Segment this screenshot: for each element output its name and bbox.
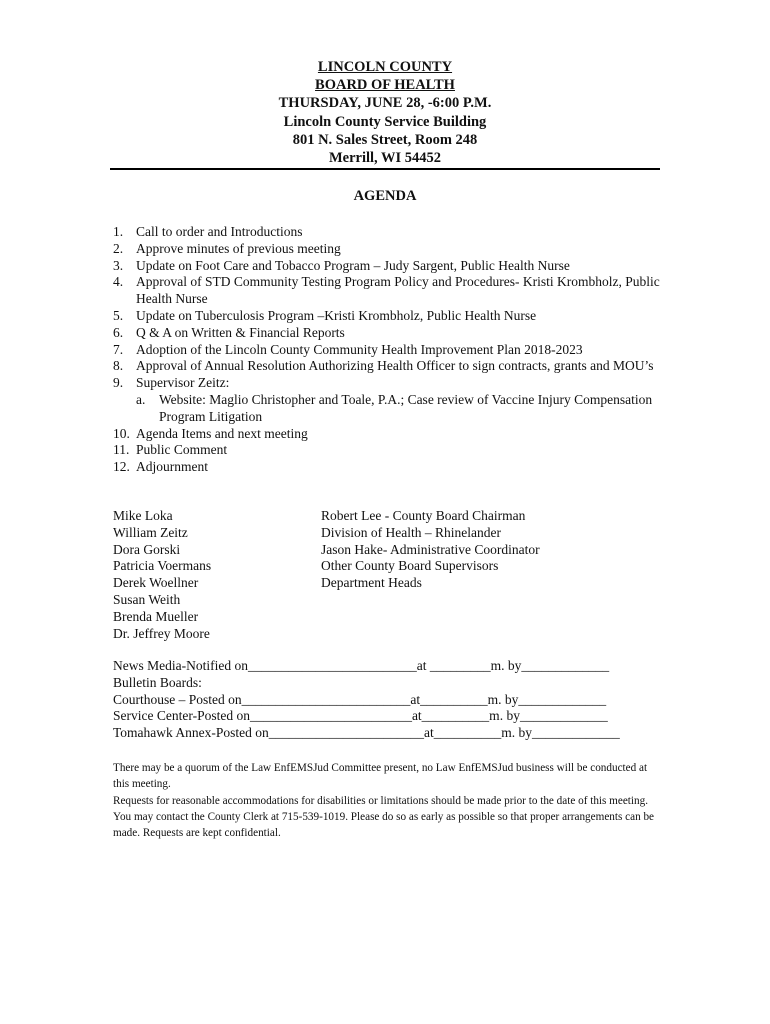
agenda-item-text: Supervisor Zeitz: — [136, 375, 230, 391]
agenda-item — [113, 342, 673, 359]
agenda-item-number: 10. — [113, 425, 130, 441]
notice-line: Bulletin Boards: — [113, 674, 202, 690]
agenda-list — [113, 224, 673, 476]
posting-notices — [113, 658, 620, 742]
agenda-subitem-letter: a. — [136, 391, 146, 407]
invitee-name: Jason Hake- Administrative Coordinator — [321, 541, 540, 557]
agenda-item — [113, 258, 673, 275]
agenda-item-text: Update on Foot Care and Tobacco Program – Judy Sargent, Public Health Nurse — [136, 257, 570, 273]
agenda-item-number: 1. — [113, 224, 124, 239]
member-name: Susan Weith — [113, 591, 181, 607]
accommodation-note: Requests for reasonable accommodations for disabilities or limitations should be made prior to the date of this meeting. You may contact the County Clerk at 715-539-1019. Please do so as early as possible so that proper arrangements can be made. Requests are kept confidential. — [113, 794, 655, 840]
member-name: William Zeitz — [113, 524, 188, 540]
agenda-item-text: Public Comment — [136, 442, 228, 458]
agenda-item-text: Agenda Items and next meeting — [136, 425, 308, 441]
agenda-item — [113, 426, 673, 443]
member-name: Brenda Mueller — [113, 608, 199, 624]
footer-notes — [113, 760, 658, 841]
meeting-address: 801 N. Sales Street, Room 248 — [292, 131, 478, 148]
invitee-name: Robert Lee - County Board Chairman — [321, 508, 526, 523]
agenda-item-text: Update on Tuberculosis Program –Kristi Krombholz, Public Health Nurse — [136, 307, 537, 323]
member-name: Patricia Voermans — [113, 558, 212, 574]
county-name: LINCOLN COUNTY — [317, 59, 453, 75]
agenda-item-number: 9. — [113, 375, 124, 391]
header-divider — [110, 168, 660, 170]
invitee-name: Department Heads — [321, 575, 422, 591]
agenda-item — [113, 308, 673, 325]
agenda-item-text: Call to order and Introductions — [136, 224, 303, 239]
agenda-item-number: 7. — [113, 341, 124, 357]
agenda-item-number: 2. — [113, 240, 124, 256]
meeting-building: Lincoln County Service Building — [283, 113, 487, 130]
agenda-item — [113, 325, 673, 342]
agenda-item-text: Adoption of the Lincoln County Community Health Improvement Plan 2018-2023 — [136, 341, 583, 357]
board-name: BOARD OF HEALTH — [315, 77, 455, 94]
member-name: Mike Loka — [113, 508, 173, 523]
agenda-item-number: 5. — [113, 307, 124, 323]
agenda-item-number: 11. — [113, 442, 130, 458]
agenda-item — [113, 358, 673, 375]
agenda-subitem-text: Website: Maglio Christopher and Toale, P.A.; Case review of Vaccine Injury Compensation Program Litigation — [159, 391, 653, 424]
invitee-name: Division of Health – Rhinelander — [321, 524, 501, 540]
quorum-note: There may be a quorum of the Law EnfEMSJud Committee present, no Law EnfEMSJud business will be conducted at this meeting. — [113, 762, 648, 791]
agenda-item — [113, 442, 673, 459]
notice-line: Courthouse – Posted on_________________________at__________m. by_____________ — [113, 691, 607, 707]
agenda-item-number: 8. — [113, 358, 124, 374]
member-name: Derek Woellner — [113, 575, 199, 591]
meeting-city: Merrill, WI 54452 — [328, 150, 442, 167]
invitee-name: Other County Board Supervisors — [321, 558, 499, 574]
agenda-item — [113, 241, 673, 258]
agenda-item-number: 6. — [113, 324, 124, 340]
agenda-item-text: Approve minutes of previous meeting — [136, 240, 341, 256]
member-name: Dr. Jeffrey Moore — [113, 625, 210, 641]
agenda-item-number: 12. — [113, 459, 130, 475]
members-list — [113, 508, 303, 642]
agenda-item — [113, 375, 673, 425]
agenda-item-text: Q & A on Written & Financial Reports — [136, 324, 345, 340]
notice-line: Service Center-Posted on________________________at__________m. by_____________ — [113, 708, 608, 724]
agenda-item-number: 4. — [113, 274, 124, 290]
agenda-item — [113, 224, 673, 241]
agenda-item-number: 3. — [113, 257, 124, 273]
meeting-date: THURSDAY, JUNE 28, -6:00 P.M. — [278, 95, 492, 112]
agenda-item-text: Adjournment — [136, 459, 208, 475]
agenda-item — [113, 274, 673, 308]
notice-line: Tomahawk Annex-Posted on_______________________at__________m. by_____________ — [113, 725, 620, 741]
invitees-list — [321, 508, 581, 592]
agenda-item-text: Approval of Annual Resolution Authorizing Health Officer to sign contracts, grants and MOU’s — [136, 358, 654, 374]
member-name: Dora Gorski — [113, 541, 181, 557]
agenda-item-text: Approval of STD Community Testing Program Policy and Procedures- Kristi Krombholz, Public Health Nurse — [136, 274, 660, 307]
notice-line: News Media-Notified on_________________________at _________m. by_____________ — [113, 658, 610, 673]
document-header — [110, 58, 660, 167]
agenda-subitem — [136, 392, 673, 426]
agenda-title: AGENDA — [353, 188, 417, 204]
agenda-item — [113, 459, 673, 476]
